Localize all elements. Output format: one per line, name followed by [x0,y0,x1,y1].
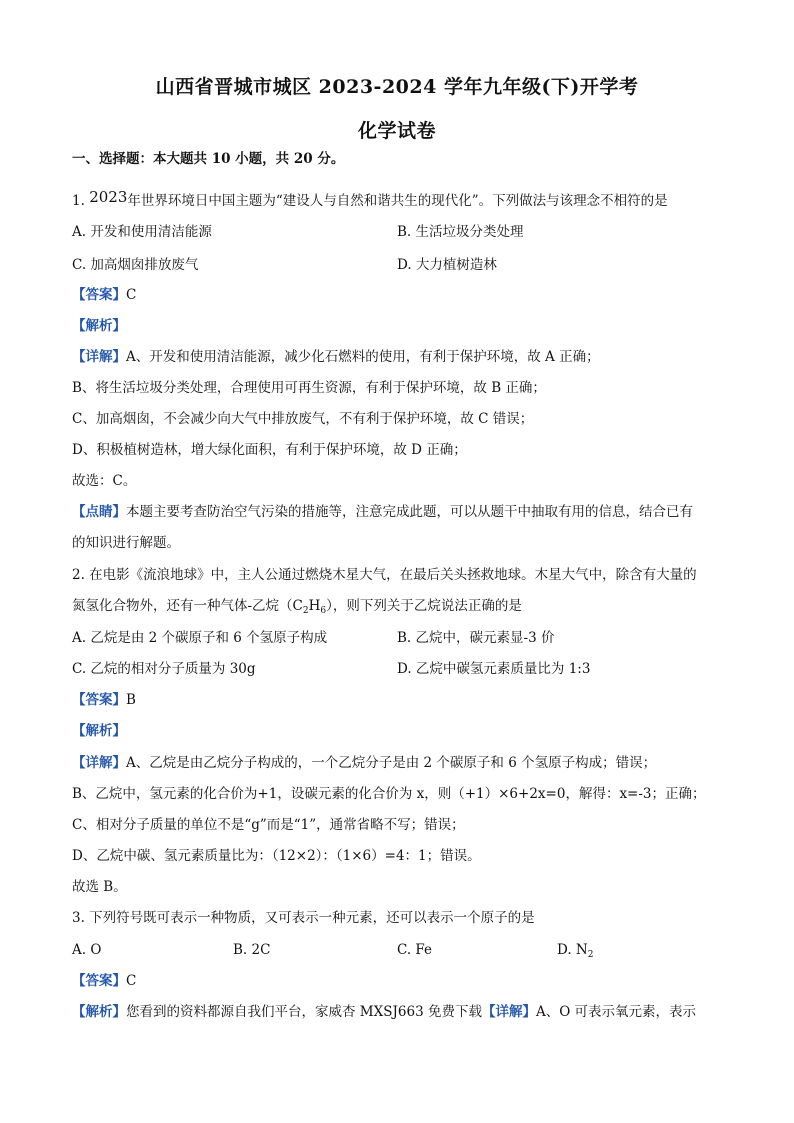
q2-analysis-tag: 【解析】 [72,723,126,739]
q2-conclusion: 故选 B。 [72,879,127,895]
q1-detail-line: D、积极植树造林，增大绿化面积，有利于保护环境，故 D 正确； [72,442,467,458]
q2-detail-line: B、乙烷中，氢元素的化合价为+1，设碳元素的化合价为 x，则（+1）×6+2x=0，解得：x=-3；正确； [72,786,706,802]
q1-tip: 【点睛】本题主要考查防治空气污染的措施等，注意完成此题，可以从题干中抽取有用的信息，结合已有 [72,504,693,520]
q1-option-b: B. 生活垃圾分类处理 [397,224,524,240]
question-3-stem: 3. 下列符号既可表示一种物质，又可表示一种元素，还可以表示一个原子的是 [72,910,535,926]
q1-option-a: A. 开发和使用清洁能源 [72,224,212,240]
question-2-stem: 2. 在电影《流浪地球》中，主人公通过燃烧木星大气，在最后关头拯救地球。木星大气中，除含有大量的 [72,567,697,583]
q2-option-c: C. 乙烷的相对分子质量为 30g [72,661,256,677]
section-heading: 一、选择题：本大题共 10 小题，共 20 分。 [72,151,345,167]
q1-detail-line: C、加高烟囱，不会减少向大气中排放废气，不有利于保护环境，故 C 错误； [72,411,534,427]
q2-option-d: D. 乙烷中碳氢元素质量比为 1:3 [397,661,591,677]
q2-answer: 【答案】B [72,692,136,708]
q1-detail-line: B、将生活垃圾分类处理，合理使用可再生资源，有利于保护环境，故 B 正确； [72,380,546,396]
q3-answer: 【答案】C [72,973,137,989]
q1-analysis-tag: 【解析】 [72,318,126,334]
q2-detail-line: 【详解】A、乙烷是由乙烷分子构成的，一个乙烷分子是由 2 个碳原子和 6 个氢原子构成；错误； [72,755,657,771]
q2-option-b: B. 乙烷中，碳元素显-3 价 [397,630,555,646]
q1-answer: 【答案】C [72,287,137,303]
q1-conclusion: 故选：C。 [72,473,137,489]
q1-tip-continued: 的知识进行解题。 [72,535,180,551]
q3-option-d: D. $N_2$ [557,942,594,960]
exam-subtitle: 化学试卷 [357,120,436,142]
exam-title: 山西省晋城市城区 2023-2024 学年九年级(下)开学考 [155,76,639,98]
q3-option-b: B. 2C [233,942,271,958]
q1-option-c: C. 加高烟囱排放废气 [72,257,199,273]
q3-option-c: C. Fe [397,942,433,958]
q2-detail-line: C、相对分子质量的单位不是“g”而是“1”，通常省略不写；错误； [72,817,465,833]
q1-option-d: D. 大力植树造林 [397,257,497,273]
q2-detail-line: D、乙烷中碳、氢元素质量比为：（12×2）：（1×6）=4：1；错误。 [72,848,481,864]
q2-option-a: A. 乙烷是由 2 个碳原子和 6 个氢原子构成 [72,630,328,646]
question-1-stem: 1. 2023年世界环境日中国主题为“建设人与自然和谐共生的现代化”。下列做法与该理念不相符的是 [72,188,668,209]
q3-analysis: 【解析】您看到的资料都源自我们平台，家威杏 MXSJ663 免费下载【详解】A、O 可表示氧元素，表示 [72,1004,697,1020]
question-2-stem-continued: 氮氢化合物外，还有一种气体-乙烷$(C_2H_6)$，则下列关于乙烷说法正确的是 [72,598,522,616]
q3-option-a: A. O [72,942,102,958]
q1-detail-line: 【详解】A、开发和使用清洁能源，减少化石燃料的使用，有利于保护环境，故 A 正确； [72,349,600,365]
